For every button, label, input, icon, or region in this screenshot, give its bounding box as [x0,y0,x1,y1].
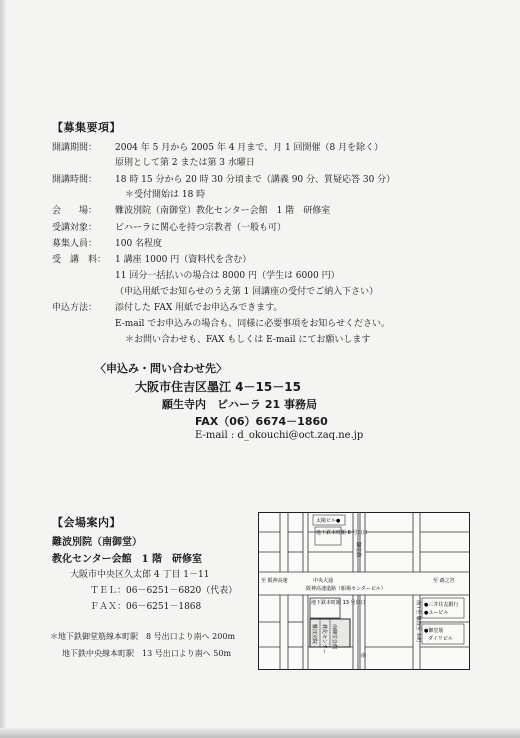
map-label-midosuji: 御堂筋 [355,542,361,558]
map-label-road-right: 至 森之宮 [433,578,455,584]
map-label-bottom-road: 南 [361,653,367,659]
contact-fax: FAX（06）6674－1860 [195,415,328,428]
row-value-capacity: 100 名程度 [115,239,163,249]
row-value-fee-1: 1 講座 1000 円（資料代を含む） [115,255,252,265]
access-line-2: 地下鉄中央線本町駅 13 号出口より南へ 50m [62,649,232,658]
venue-name-1: 難波別院（南御堂） [52,537,142,548]
row-label-time: 開講時間： [52,175,98,185]
map-label-temple-1: 難波別院 [311,624,317,645]
row-value-target: ビハーラに関心を持つ宗教者（一般も可） [115,223,287,233]
row-label-target: 受講対象： [52,223,98,233]
venue-name-2: 教化センター会館 1 階 研修室 [52,554,203,565]
row-label-venue: 会 場： [52,206,98,216]
row-value-fee-2: 11 回分一括払いの場合は 8000 円（学生は 6000 円） [115,271,340,281]
map-label-temple-2: 教化センター [321,624,327,654]
row-value-time-2: ＊受付開始は 18 時 [125,190,206,200]
row-label-apply: 申込方法： [52,303,98,313]
map-label-road-left: 至 阪神高速 [261,578,288,584]
map-label-bank: ●三井住友銀行 [424,602,459,608]
contact-email: E-mail : d_okouchi@oct.zaq.ne.jp [195,430,364,441]
row-label-period: 開講期間： [52,143,98,153]
scan-shadow-bottom [0,728,520,738]
map-label-road-mid-sub: 阪神高速道路（船場センタービル） [306,586,386,592]
contact-heading: 〈申込み・問い合わせ先〉 [95,362,227,375]
venue-tel: ＴＥＬ：06－6251－6820（代表） [90,586,238,596]
venue-map [258,512,470,670]
map-label-road-mid: 中央大通 [313,578,334,584]
row-value-period-1: 2004 年 5 月から 2005 年 4 月まで、月 1 回開催（8 月を除く） [115,143,384,153]
row-value-apply-3: ＊お問い合わせも、FAX もしくは E-mail にてお願いします [125,335,371,345]
map-label-right-bottom-2: ダイワビル [428,636,453,642]
row-value-fee-3: （申込用紙でお知らせのうえ第 1 回講座の受付でご納入下さい） [115,287,379,297]
map-label-road-right-mid: 南↑至 難波至 本町 [415,600,421,643]
row-value-venue: 難波別院（南御堂）教化センター会館 1 階 研修室 [115,206,331,216]
outline-heading: 【募集要項】 [52,121,121,134]
map-label-exit13: 地下鉄本町駅 13 号出口 [311,600,366,606]
map-label-top-block: 太陽ビル● [316,518,341,524]
map-label-ps: ●ユーピル [424,610,449,616]
row-value-apply-2: E-mail でお申込みの場合も、同様に必要事項をお知らせください。 [115,319,391,329]
venue-address: 大阪市中央区久太郎 4 丁目 1－11 [70,570,210,580]
venue-heading: 【会場案内】 [52,516,121,529]
row-value-apply-1: 添付した FAX 用紙でお申込みできます。 [115,303,283,313]
row-label-fee: 受 講 料： [52,255,107,265]
map-label-exit8: 地下鉄本町駅 8 号出口 [316,530,368,536]
row-value-time-1: 18 時 15 分から 20 時 30 分頃まで（講義 90 分、質疑応答 30 分） [115,175,396,185]
row-label-capacity: 募集人員： [52,239,98,249]
contact-address: 大阪市住吉区墨江 4－15－15 [135,380,301,394]
scan-shadow-left [0,0,6,738]
map-label-right-bottom-1: ●御堂筋 [424,628,444,634]
access-line-1: ＊地下鉄御堂筋線本町駅 8 号出口より南へ 200m [50,632,236,641]
row-value-period-2: 原則として第 2 または第 3 水曜日 [115,158,255,168]
contact-org: 願生寺内 ビハーラ 21 事務局 [162,398,317,411]
map-label-temple-3: 南御堂会館 [331,624,337,650]
venue-fax: ＦＡＸ：06－6251－1868 [90,602,202,612]
